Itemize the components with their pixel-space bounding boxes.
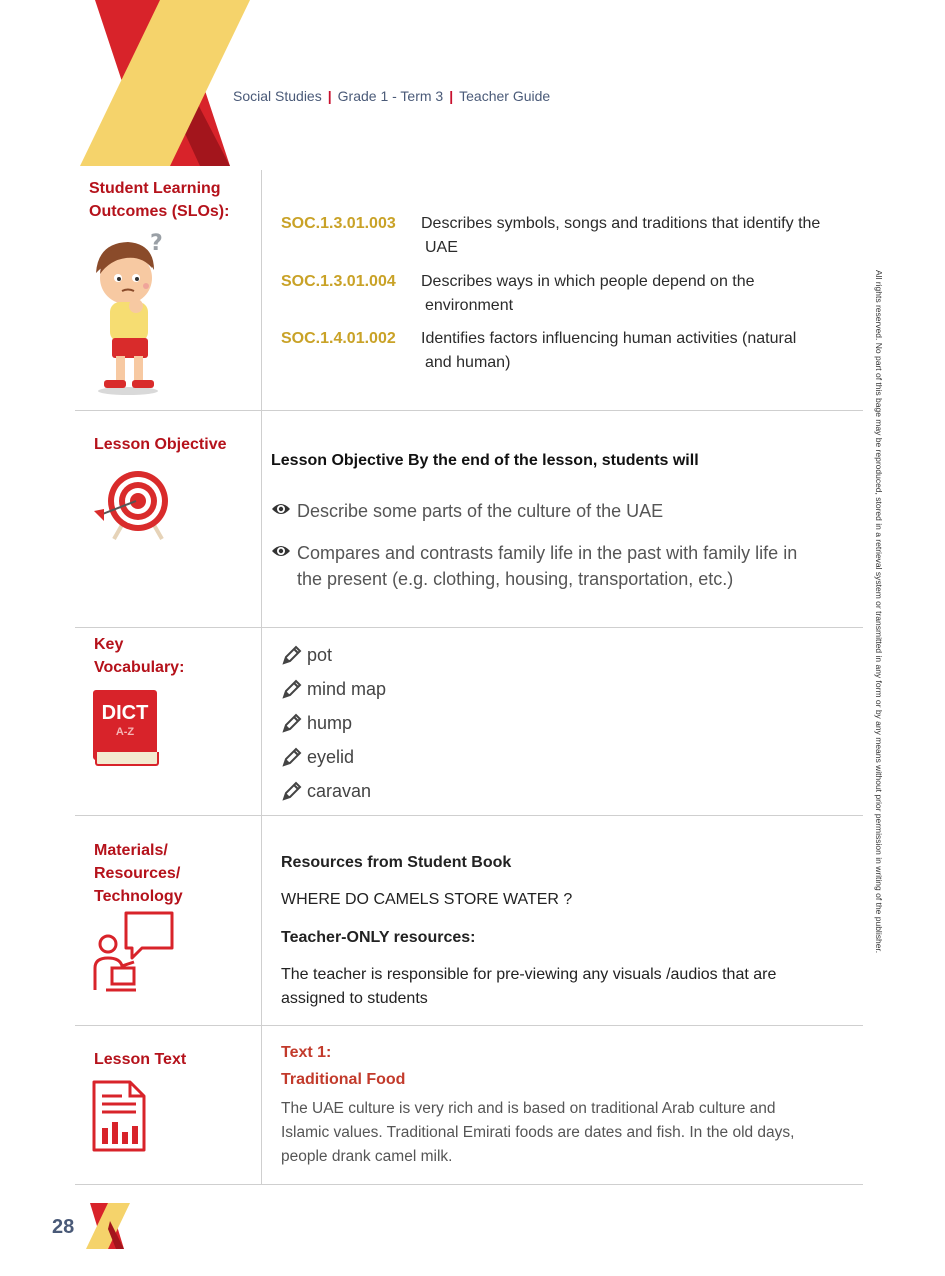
dictionary-label: DICT	[101, 702, 149, 724]
lesson-text-label: Text 1:	[281, 1044, 332, 1061]
eye-icon	[271, 540, 297, 592]
dictionary-icon	[93, 690, 157, 767]
column-divider	[261, 170, 262, 1185]
row-divider	[75, 627, 863, 628]
header-grade: Grade 1 - Term 3	[337, 88, 444, 104]
teacher-resources-line: The teacher is responsible for pre-viewing any visuals /audios that are	[281, 966, 777, 983]
lesson-text-paragraph	[281, 1097, 851, 1169]
vocabulary-title-line: Vocabulary:	[94, 659, 185, 676]
header-separator: |	[449, 88, 454, 104]
pencil-icon	[281, 644, 303, 666]
slo-code: SOC.1.4.01.002	[281, 330, 396, 347]
slo-description-line: and human)	[425, 354, 511, 371]
lesson-text-line: people drank camel milk.	[281, 1148, 453, 1165]
slo-title-line: Outcomes (SLOs):	[89, 203, 230, 220]
teacher-resources-text	[281, 963, 841, 1011]
slo-item	[281, 327, 861, 375]
slo-code: SOC.1.3.01.003	[281, 215, 396, 232]
vocabulary-word: hump	[307, 712, 353, 733]
header-breadcrumb	[233, 88, 550, 104]
slo-description	[419, 212, 820, 260]
copyright-notice: All rights reserved. No part of this bage may be reproduced, stored in a retrieval system or transmitted in any form or by any means without prior permission in writing of the publisher.	[874, 270, 884, 954]
presenter-icon	[92, 910, 176, 994]
slo-description	[419, 270, 755, 318]
materials-section-title	[94, 839, 183, 908]
objective-section-title: Lesson Objective	[94, 436, 227, 453]
brand-logo-top	[80, 0, 250, 166]
vocabulary-item	[281, 678, 386, 700]
thinking-boy-icon	[88, 228, 168, 396]
slo-description-line: Describes symbols, songs and traditions that identify the	[421, 215, 821, 232]
slo-item	[281, 270, 861, 318]
vocabulary-word: caravan	[307, 780, 372, 801]
row-divider	[75, 1184, 863, 1185]
objective-bullet-text: the present (e.g. clothing, housing, transportation, etc.)	[297, 569, 734, 589]
pencil-icon	[281, 678, 303, 700]
dictionary-sublabel: A-Z	[115, 726, 135, 738]
vocabulary-section-title	[94, 633, 184, 679]
resources-heading: Resources from Student Book	[281, 854, 512, 871]
row-divider	[75, 815, 863, 816]
svg-text:?: ?	[150, 231, 163, 256]
vocabulary-word: eyelid	[307, 746, 355, 767]
slo-section-title	[89, 177, 229, 223]
objective-bullet-text: Describe some parts of the culture of the UAE	[297, 501, 664, 521]
slo-description	[419, 327, 796, 375]
slo-description-line: Identifies factors influencing human activities (natural	[421, 330, 797, 347]
lesson-text-line: The UAE culture is very rich and is based on traditional Arab culture and	[281, 1100, 776, 1117]
vocabulary-item	[281, 746, 354, 768]
eye-icon	[271, 498, 297, 524]
slo-description-line: environment	[425, 297, 514, 314]
objective-bullet-text: Compares and contrasts family life in the past with family life in	[297, 543, 798, 563]
materials-title-line: Resources/	[94, 865, 181, 882]
lesson-text-line: Islamic values. Traditional Emirati foods are dates and fish. In the old days,	[281, 1124, 795, 1141]
vocabulary-word: mind map	[307, 678, 387, 699]
objective-bullet	[271, 540, 851, 592]
vocabulary-item	[281, 644, 332, 666]
lesson-text-section-title: Lesson Text	[94, 1051, 187, 1068]
brand-logo-bottom	[86, 1203, 130, 1249]
objective-heading: Lesson Objective By the end of the lesson, students will	[271, 452, 699, 469]
page-number: 28	[52, 1216, 75, 1238]
materials-title-line: Materials/	[94, 842, 168, 859]
row-divider	[75, 410, 863, 411]
pencil-icon	[281, 780, 303, 802]
slo-item	[281, 212, 861, 260]
slo-code: SOC.1.3.01.004	[281, 273, 396, 290]
target-icon	[92, 465, 172, 541]
slo-description-line: Describes ways in which people depend on the	[421, 273, 755, 290]
objective-bullet	[271, 498, 851, 524]
header-separator: |	[327, 88, 332, 104]
vocabulary-item	[281, 780, 371, 802]
document-chart-icon	[92, 1080, 146, 1152]
pencil-icon	[281, 712, 303, 734]
slo-description-line: UAE	[425, 239, 458, 256]
pencil-icon	[281, 746, 303, 768]
vocabulary-item	[281, 712, 352, 734]
slo-title-line: Student Learning	[89, 180, 221, 197]
vocabulary-word: pot	[307, 644, 333, 665]
header-subject: Social Studies	[233, 88, 322, 104]
header-guide: Teacher Guide	[459, 88, 551, 104]
teacher-resources-line: assigned to students	[281, 990, 428, 1007]
vocabulary-title-line: Key	[94, 636, 124, 653]
resource-item: WHERE DO CAMELS STORE WATER ?	[281, 891, 573, 908]
row-divider	[75, 1025, 863, 1026]
materials-title-line: Technology	[94, 888, 183, 905]
lesson-text-subtitle: Traditional Food	[281, 1071, 406, 1088]
teacher-resources-heading: Teacher-ONLY resources:	[281, 929, 476, 946]
